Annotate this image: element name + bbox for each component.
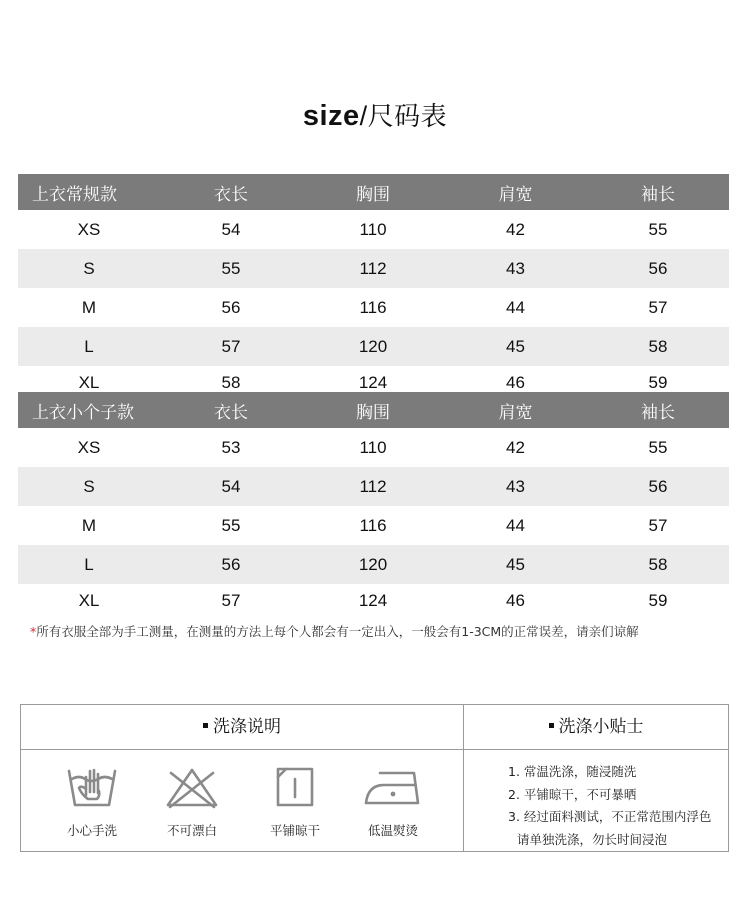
size-table-petite xyxy=(18,392,729,617)
tips-list xyxy=(508,761,711,851)
header-cell: 胸围 xyxy=(356,184,390,205)
care-instructions-box xyxy=(20,704,729,852)
table-cell: L xyxy=(84,554,94,574)
size-table-regular xyxy=(18,174,729,399)
table-cell: L xyxy=(84,336,94,356)
table-cell: 44 xyxy=(506,515,525,535)
table-cell: 57 xyxy=(221,336,241,356)
table-cell: 112 xyxy=(359,476,387,496)
care-item-low-iron xyxy=(348,765,438,839)
table-cell: XL xyxy=(78,372,100,392)
table-cell: 58 xyxy=(648,554,668,574)
measurement-note xyxy=(30,622,740,640)
care-item-hand-wash xyxy=(47,765,137,839)
table-cell: 54 xyxy=(221,219,241,239)
table-cell: 54 xyxy=(221,476,241,496)
table-cell: 56 xyxy=(648,476,668,496)
hand-wash-icon xyxy=(66,765,118,811)
care-item-dry-flat xyxy=(250,765,340,839)
care-label: 低温熨烫 xyxy=(367,823,418,838)
table-row xyxy=(18,467,729,506)
table-header xyxy=(18,392,729,428)
bullet-square-icon xyxy=(549,723,554,728)
header-cell: 衣长 xyxy=(214,402,248,423)
care-title xyxy=(21,705,463,749)
header-cell: 袖长 xyxy=(641,402,675,423)
note-asterisk: * xyxy=(30,624,37,639)
note-text: 所有衣服全部为手工测量，在测量的方法上每个人都会有一定出入，一般会有1-3CM的正常误差，请亲们谅解 xyxy=(36,624,639,639)
table-cell: XS xyxy=(77,437,101,457)
title-latin: size xyxy=(302,100,360,132)
table-row xyxy=(18,428,729,467)
care-title-text: 洗涤说明 xyxy=(213,717,281,737)
table-cell: 46 xyxy=(506,372,525,392)
table-cell: M xyxy=(81,297,97,317)
table-cell: 53 xyxy=(221,437,241,457)
table-cell: 55 xyxy=(648,219,668,239)
table-cell: 110 xyxy=(359,219,387,239)
table-cell: 45 xyxy=(506,336,525,356)
table-row xyxy=(18,545,729,584)
care-label: 小心手洗 xyxy=(66,823,117,838)
table-cell: 55 xyxy=(221,258,241,278)
table-cell: S xyxy=(83,258,95,278)
table-cell: 42 xyxy=(506,219,525,239)
title-cn: 尺码表 xyxy=(367,102,448,132)
header-cell: 肩宽 xyxy=(498,184,533,205)
table-cell: 59 xyxy=(648,590,668,610)
header-cell: 上衣小个子款 xyxy=(32,402,134,423)
table-cell: 56 xyxy=(221,297,241,317)
table-cell: 45 xyxy=(506,554,525,574)
care-label: 不可漂白 xyxy=(166,823,217,838)
header-cell: 上衣常规款 xyxy=(32,184,117,205)
table-cell: 59 xyxy=(648,372,668,392)
no-bleach-icon xyxy=(164,765,220,811)
table-cell: 56 xyxy=(648,258,668,278)
table-cell: M xyxy=(81,515,97,535)
table-cell: 55 xyxy=(648,437,668,457)
table-cell: 120 xyxy=(358,554,388,574)
header-cell: 袖长 xyxy=(641,184,675,205)
table-cell: 124 xyxy=(358,590,388,610)
tip-item: 3. 经过面料测试，不正常范围内浮色 xyxy=(508,809,712,824)
table-cell: S xyxy=(83,476,95,496)
horizontal-divider xyxy=(21,749,728,750)
table-cell: 57 xyxy=(648,297,668,317)
table-cell: 42 xyxy=(506,437,525,457)
title-slash: / xyxy=(359,101,368,131)
tip-item: 1. 常温洗涤，随浸随洗 xyxy=(508,764,637,779)
table-cell: 44 xyxy=(506,297,525,317)
header-cell: 胸围 xyxy=(356,402,390,423)
care-item-no-bleach xyxy=(147,765,237,839)
table-cell: 116 xyxy=(359,515,387,535)
page-title xyxy=(0,96,750,133)
tip-item-continued: 请单独洗涤，勿长时间浸泡 xyxy=(517,831,668,847)
table-cell: 58 xyxy=(648,336,668,356)
table-cell: 55 xyxy=(221,515,241,535)
table-cell: 57 xyxy=(221,590,241,610)
low-iron-icon xyxy=(362,765,424,811)
table-cell: 116 xyxy=(359,297,387,317)
table-cell: 57 xyxy=(648,515,668,535)
table-cell: 56 xyxy=(221,554,241,574)
table-row xyxy=(18,249,729,288)
table-cell: 112 xyxy=(359,258,387,278)
table-cell: 46 xyxy=(506,590,525,610)
header-cell: 肩宽 xyxy=(498,402,533,423)
header-cell: 衣长 xyxy=(214,184,248,205)
table-cell: 120 xyxy=(358,336,388,356)
table-cell: XS xyxy=(77,219,101,239)
table-row xyxy=(18,288,729,327)
table-cell: 124 xyxy=(358,372,388,392)
table-header xyxy=(18,174,729,210)
table-cell: 58 xyxy=(221,372,241,392)
table-cell: 43 xyxy=(506,258,525,278)
table-cell: 43 xyxy=(506,476,525,496)
tips-title-text: 洗涤小贴士 xyxy=(558,717,644,737)
dry-flat-icon xyxy=(272,765,318,811)
tip-item: 2. 平铺晾干，不可暴晒 xyxy=(508,786,637,802)
table-cell: XL xyxy=(78,590,100,610)
bullet-square-icon xyxy=(203,723,208,728)
tips-title xyxy=(464,705,728,749)
table-row xyxy=(18,210,729,249)
table-row xyxy=(18,506,729,545)
table-row xyxy=(18,327,729,366)
table-cell: 110 xyxy=(359,437,387,457)
table-row xyxy=(18,584,729,617)
care-label: 平铺晾干 xyxy=(269,823,320,838)
